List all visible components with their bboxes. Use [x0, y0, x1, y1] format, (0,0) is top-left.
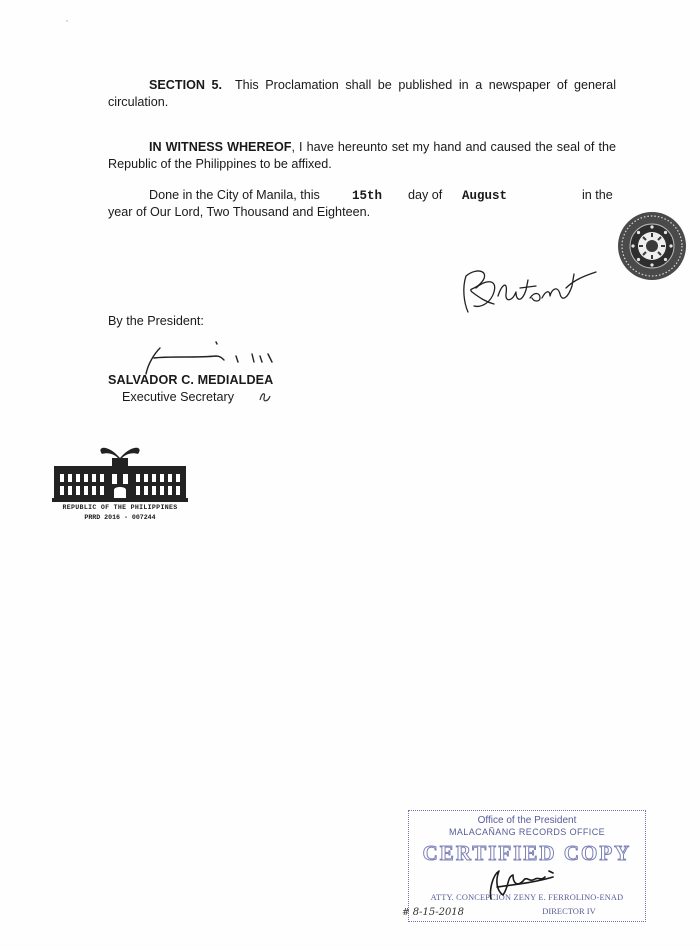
secretary-name: SALVADOR C. MEDIALDEA	[108, 373, 274, 387]
stamp-signature	[483, 865, 573, 910]
done-suffix: in the	[582, 188, 613, 202]
section-5-label: SECTION 5.	[149, 78, 223, 92]
stamp-records-office: MALACAÑANG RECORDS OFFICE	[448, 827, 606, 837]
presidential-seal-image	[616, 210, 688, 282]
done-month: August	[462, 189, 508, 203]
president-signature	[458, 258, 608, 318]
malacanang-logo	[52, 440, 188, 504]
scan-speck	[66, 20, 68, 22]
stamp-office: Office of the President	[477, 815, 577, 826]
section-5-text: This Proclamation shall be published in a newspaper of general circulation.	[108, 78, 616, 109]
witness-text: , I have hereunto set my hand and caused the seal of the Republic of the Philippines to be affixed.	[108, 140, 616, 171]
logo-caption-1: REPUBLIC OF THE PHILIPPINES	[62, 504, 178, 511]
done-prefix: Done in the City of Manila, this	[149, 188, 320, 202]
witness-paragraph	[108, 139, 616, 173]
done-middle: day of	[408, 188, 443, 202]
secretary-title: Executive Secretary	[122, 390, 234, 404]
logo-caption-2: PRRD 2016 - 007244	[84, 514, 156, 521]
stamp-certified-copy: CERTIFIED COPY	[422, 841, 632, 865]
stamp-date-text: 8-15-2018	[412, 907, 465, 918]
stamp-attorney-name: ATTY. CONCEPCION ZENY E. FERROLINO-ENAD	[430, 893, 624, 902]
stamp-handwritten-date: # 8-15-2018	[402, 907, 465, 918]
certified-copy-stamp	[402, 810, 646, 922]
done-day: 15th	[352, 189, 383, 203]
done-line-2: year of Our Lord, Two Thousand and Eighteen.	[108, 205, 371, 219]
witness-label: IN WITNESS WHEREOF	[149, 140, 292, 154]
stamp-director: DIRECTOR IV	[542, 906, 596, 916]
initials-mark	[258, 390, 272, 409]
by-the-president: By the President:	[108, 314, 204, 328]
section-5-paragraph	[108, 77, 616, 111]
